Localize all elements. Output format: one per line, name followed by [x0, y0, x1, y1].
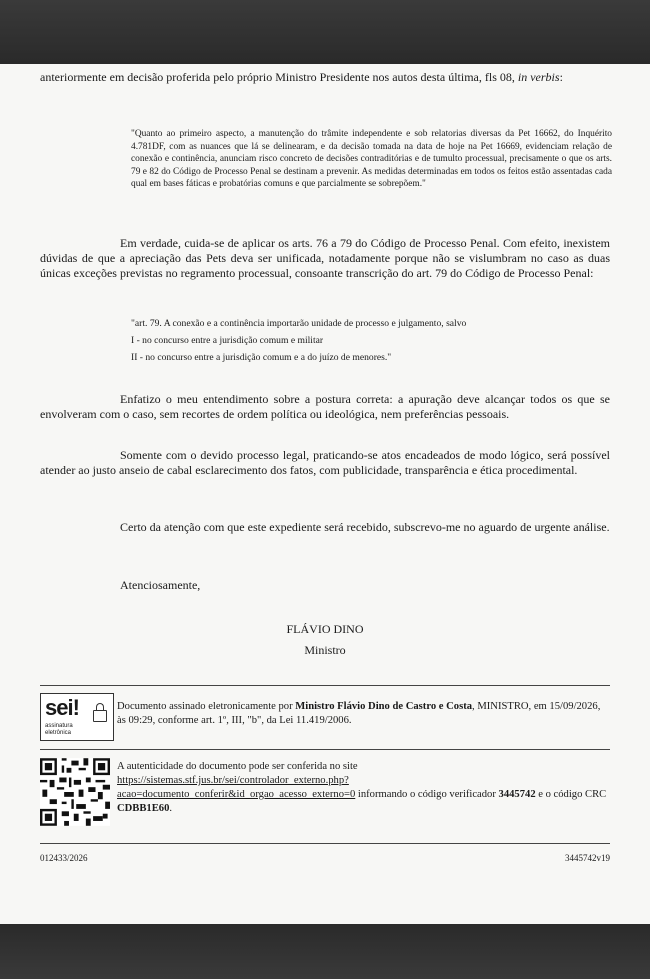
signature-text: Documento assinado eletronicamente por Ministro Flávio Dino de Castro e Costa, MINISTRO, em 15/09/2026, às 09:29, conforme art. 1º, III, "b", da Lei 11.419/2006. [117, 701, 601, 726]
paragraph-certo: Certo da atenção com que este expediente será recebido, subscrevo-me no aguardo de urgente análise. [120, 520, 610, 534]
paragraph-intro: anteriormente em decisão proferida pelo próprio Ministro Presidente nos autos desta última, fls 08, in verbis: [40, 70, 563, 84]
dark-top-band [0, 0, 650, 64]
signer-name: FLÁVIO DINO [286, 622, 364, 636]
quote-art79-line1: "art. 79. A conexão e a continência importarão unidade de processo e julgamento, salvo [131, 318, 467, 329]
quote-art79-line3: II - no concurso entre a jurisdição comum e a do juízo de menores." [131, 352, 392, 363]
divider-bottom [40, 843, 610, 844]
footer-document-version: 3445742v19 [565, 853, 610, 863]
dark-bottom-band [0, 924, 650, 979]
closing: Atenciosamente, [120, 578, 201, 592]
verification-link[interactable]: https://sistemas.stf.jus.br/sei/controlador_externo.php? acao=documento_conferir&id_orgao_acesso_externo=0 [117, 775, 356, 800]
quote-art79-line2: I - no concurso entre a jurisdição comum e militar [131, 335, 324, 346]
signer-title: Ministro [304, 643, 346, 657]
seal-caption: assinatura eletrônica [45, 723, 73, 736]
paragraph-arts-76-79: Em verdade, cuida-se de aplicar os arts. 76 a 79 do Código de Processo Penal. Com efeito, inexistem dúvidas de que a apreciação das Pets deva ser unificada, notadamente porque não se vislumbram no caso as duas únicas exceções previstas no regramento processual, consoante transcrição do art. 79 do Código de Processo Penal: [40, 236, 610, 280]
footer-process-number: 012433/2026 [40, 853, 88, 863]
seal-brand: sei! [45, 695, 79, 720]
document-page [0, 64, 650, 924]
paragraph-processo-legal: Somente com o devido processo legal, praticando-se atos encadeados de modo lógico, será possível atender ao justo anseio de cabal esclarecimento dos fatos, com publicidade, transparência e ética procedimental. [40, 448, 610, 477]
authenticity-text: A autenticidade do documento pode ser conferida no site https://sistemas.stf.jus.br/sei/controlador_externo.php? acao=documento_conferir&id_orgao_acesso_externo=0 informando o código verificador 3445742 e o código CRC CDBB1E60. [117, 761, 607, 814]
divider-middle [40, 749, 610, 750]
lock-icon [93, 710, 107, 722]
sei-signature-seal [40, 693, 114, 741]
quote-decision: "Quanto ao primeiro aspecto, a manutenção do trâmite independente e sob relatorias diversas da Pet 16662, do Inquérito 4.781DF, com as nuances que lá se delinearam, e da decisão tomada na data de hoje na Pet 16669, evidenciam relação de conexão e continência, anunciam risco concreto de decisões contraditórias e de tumulto processual, precisamente o que os arts. 79 e 82 do Código de Processo Penal se destinam a prevenir. As medidas determinadas em todos os feitos estão assentadas cada qual em bases fáticas e probatórias comuns e que parcialmente se sobrepõem." [131, 129, 612, 189]
qr-code-icon[interactable] [40, 758, 110, 826]
paragraph-postura: Enfatizo o meu entendimento sobre a postura correta: a apuração deve alcançar todos os que se envolveram com o caso, sem recortes de ordem política ou ideológica, nem preferências pessoais. [40, 392, 610, 421]
divider-top [40, 685, 610, 686]
